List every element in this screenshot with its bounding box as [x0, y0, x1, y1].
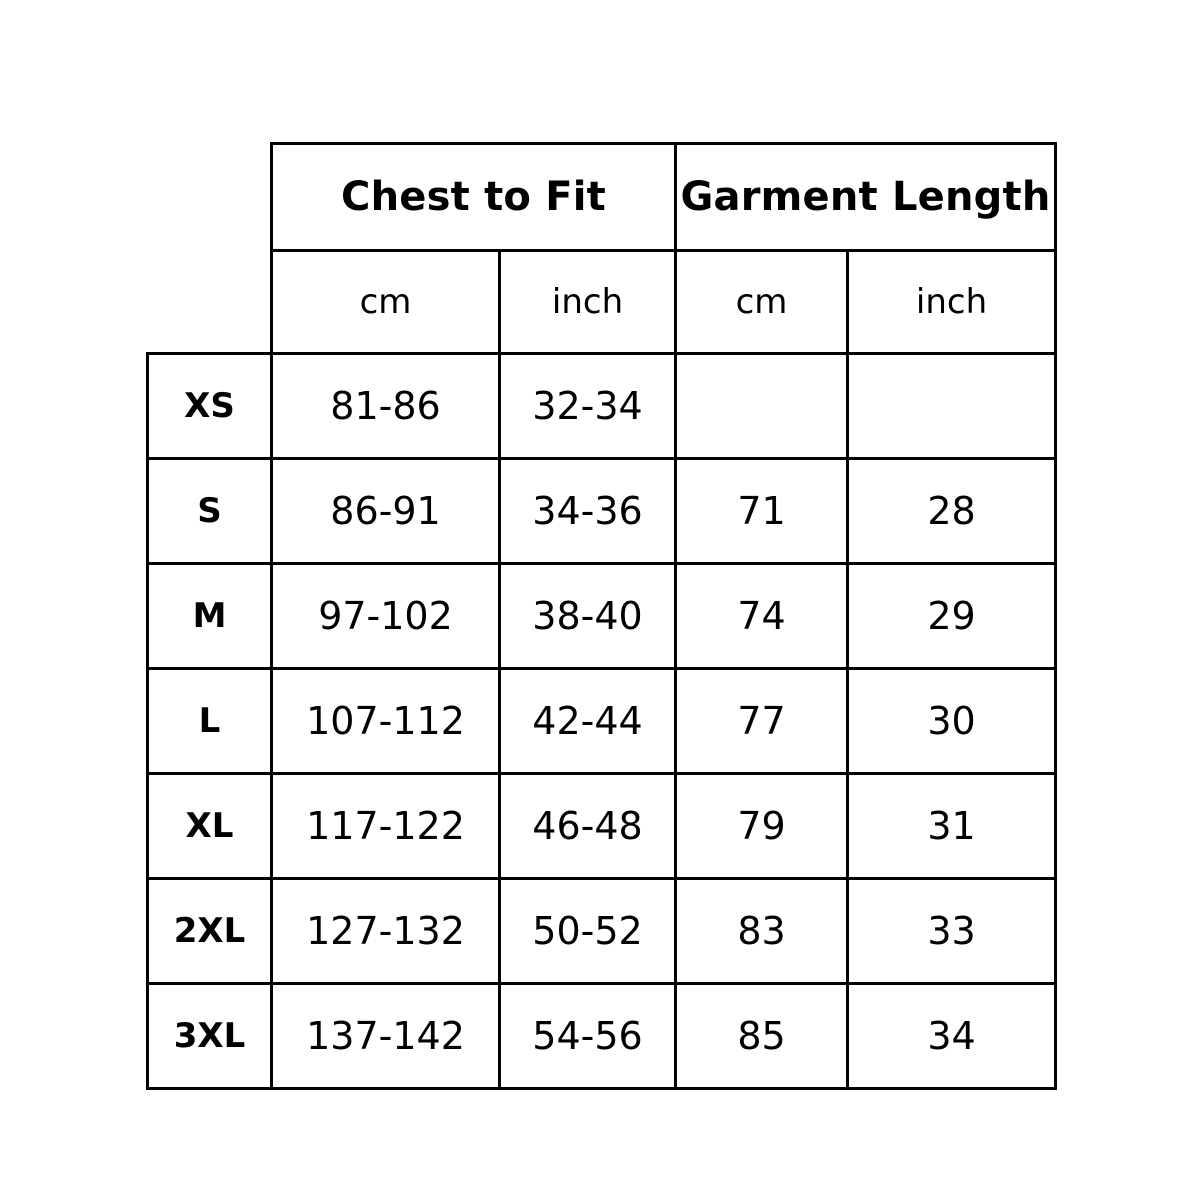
group-header-chest: Chest to Fit — [272, 144, 676, 251]
chest-inch-value: 46-48 — [500, 774, 676, 879]
unit-header-chest-inch: inch — [500, 251, 676, 354]
table-row — [148, 669, 1056, 774]
table-row — [148, 774, 1056, 879]
table-row — [148, 879, 1056, 984]
size-chart-table — [146, 142, 1057, 1090]
chest-cm-value: 86-91 — [272, 459, 500, 564]
size-label: S — [148, 459, 272, 564]
chest-inch-value: 42-44 — [500, 669, 676, 774]
unit-header-chest-cm: cm — [272, 251, 500, 354]
length-inch-value: 28 — [848, 459, 1056, 564]
chest-cm-value: 81-86 — [272, 354, 500, 459]
group-header-row — [148, 144, 1056, 251]
length-inch-value — [848, 354, 1056, 459]
table-row — [148, 564, 1056, 669]
chest-cm-value: 107-112 — [272, 669, 500, 774]
table-row — [148, 984, 1056, 1089]
corner-cell-empty — [148, 144, 272, 251]
length-inch-value: 34 — [848, 984, 1056, 1089]
group-header-length: Garment Length — [676, 144, 1056, 251]
chest-inch-value: 50-52 — [500, 879, 676, 984]
unit-header-row — [148, 251, 1056, 354]
length-cm-value: 85 — [676, 984, 848, 1089]
size-label: XS — [148, 354, 272, 459]
unit-header-length-inch: inch — [848, 251, 1056, 354]
length-cm-value: 74 — [676, 564, 848, 669]
chest-inch-value: 54-56 — [500, 984, 676, 1089]
length-inch-value: 29 — [848, 564, 1056, 669]
size-chart-container — [146, 142, 1054, 1090]
chest-cm-value: 137-142 — [272, 984, 500, 1089]
length-cm-value: 71 — [676, 459, 848, 564]
chest-cm-value: 97-102 — [272, 564, 500, 669]
unit-corner-cell-empty — [148, 251, 272, 354]
length-inch-value: 31 — [848, 774, 1056, 879]
length-cm-value — [676, 354, 848, 459]
chest-inch-value: 34-36 — [500, 459, 676, 564]
size-label: 2XL — [148, 879, 272, 984]
length-inch-value: 30 — [848, 669, 1056, 774]
length-cm-value: 79 — [676, 774, 848, 879]
length-cm-value: 83 — [676, 879, 848, 984]
chest-cm-value: 117-122 — [272, 774, 500, 879]
size-label: L — [148, 669, 272, 774]
chest-inch-value: 32-34 — [500, 354, 676, 459]
table-row — [148, 459, 1056, 564]
size-label: 3XL — [148, 984, 272, 1089]
chest-cm-value: 127-132 — [272, 879, 500, 984]
table-row — [148, 354, 1056, 459]
length-inch-value: 33 — [848, 879, 1056, 984]
size-label: M — [148, 564, 272, 669]
size-label: XL — [148, 774, 272, 879]
unit-header-length-cm: cm — [676, 251, 848, 354]
chest-inch-value: 38-40 — [500, 564, 676, 669]
length-cm-value: 77 — [676, 669, 848, 774]
